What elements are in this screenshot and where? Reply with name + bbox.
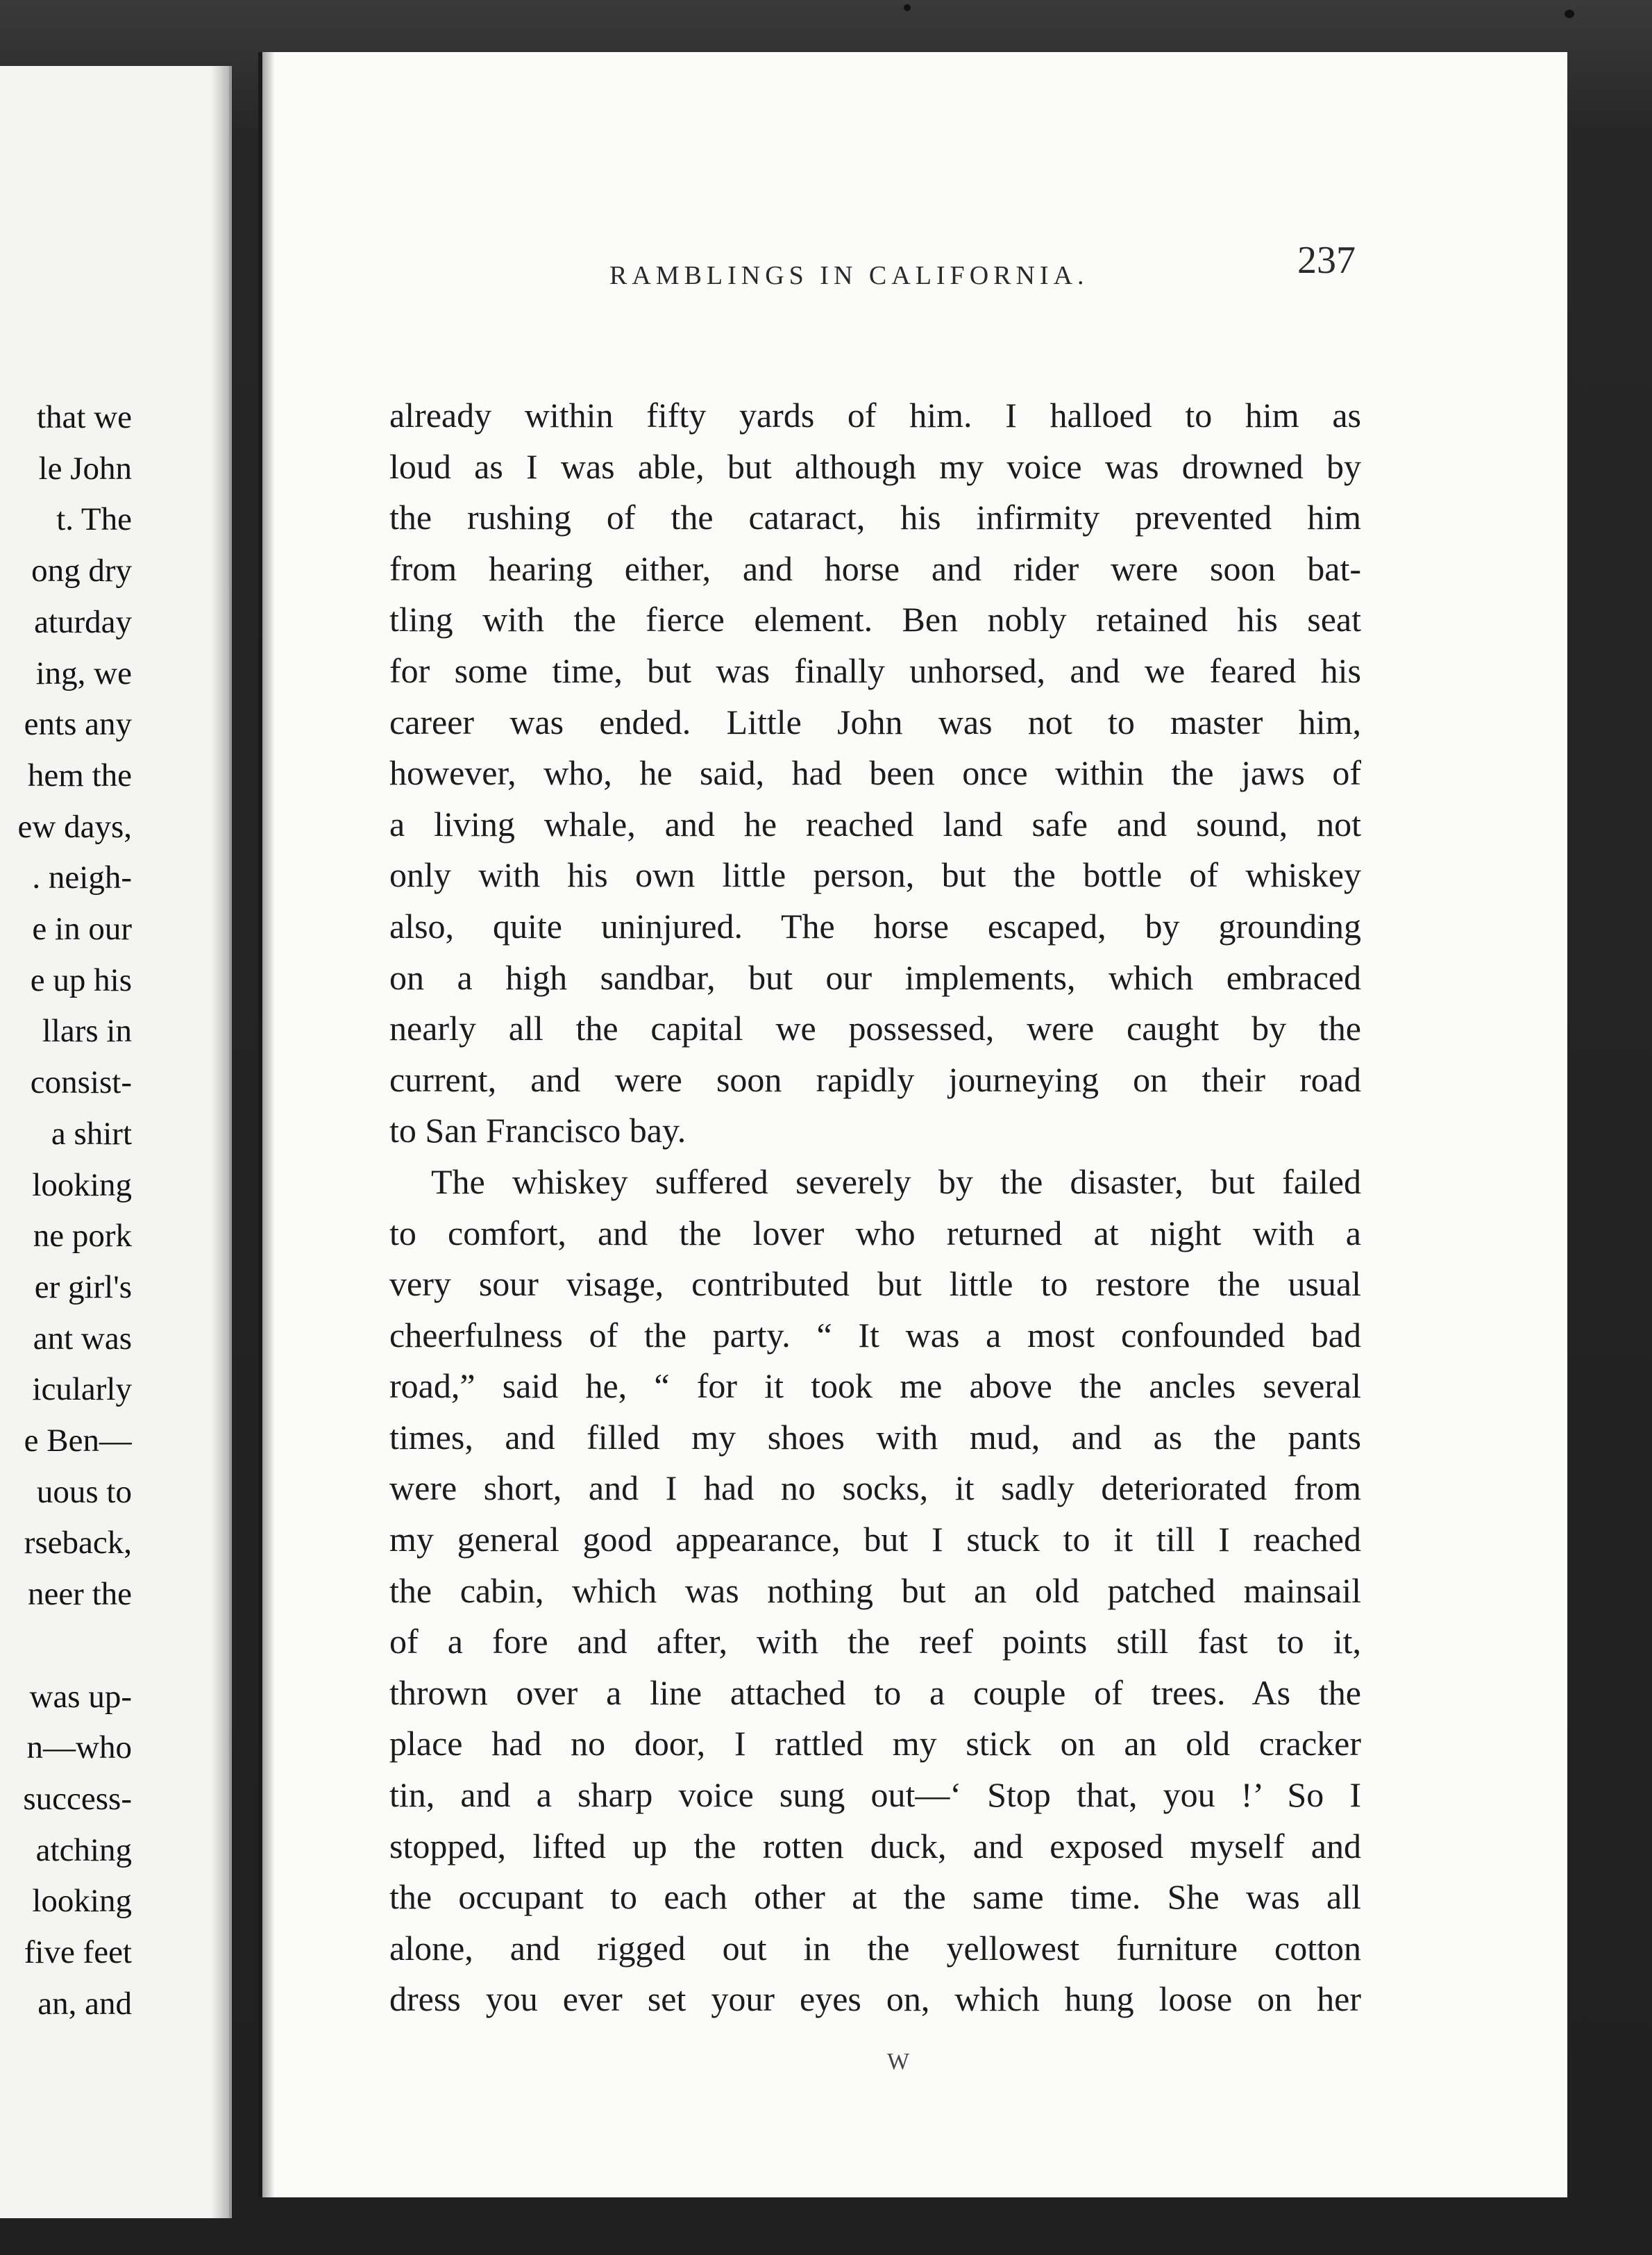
main-page	[262, 52, 1567, 2197]
body-line: only with his own little person, but the bottle of whiskey	[389, 855, 1361, 895]
body-line: The whiskey suffered severely by the disaster, but failed	[431, 1162, 1361, 1201]
body-line: times, and filled my shoes with mud, and as the pants	[389, 1417, 1361, 1457]
left-page-line: ew days,	[17, 808, 132, 845]
left-page-line: e up his	[30, 962, 132, 998]
left-page-line: ant was	[33, 1320, 132, 1357]
body-line: stopped, lifted up the rotten duck, and exposed myself and	[389, 1826, 1361, 1866]
left-page-line: er girl's	[34, 1268, 132, 1305]
body-line: place had no door, I rattled my stick on an old cracker	[389, 1724, 1361, 1763]
body-line: from hearing either, and horse and rider were soon bat-	[389, 548, 1361, 588]
left-page-line: t. The	[56, 501, 132, 538]
left-page-line: e Ben—	[24, 1423, 132, 1459]
left-page-line: an, and	[37, 1985, 132, 2022]
body-line: nearly all the capital we possessed, were caught by the	[389, 1009, 1361, 1048]
body-line: were short, and I had no socks, it sadly deteriorated from	[389, 1468, 1361, 1508]
body-line: to San Francisco bay.	[389, 1111, 686, 1150]
left-page-line: five feet	[24, 1934, 132, 1971]
body-line: my general good appearance, but I stuck to it till I reached	[389, 1520, 1361, 1559]
left-page-line: neer the	[27, 1576, 132, 1613]
signature-mark: W	[887, 2049, 910, 2074]
body-line: the cabin, which was nothing but an old patched mainsail	[389, 1570, 1361, 1610]
left-page-line: success-	[23, 1780, 132, 1817]
body-line: cheerfulness of the party. “ It was a most confounded bad	[389, 1315, 1361, 1355]
left-page-line: a shirt	[51, 1115, 132, 1152]
body-line: very sour visage, contributed but little to restore the usual	[389, 1264, 1361, 1304]
left-page-line: ing, we	[35, 655, 132, 691]
left-page-line: consist-	[30, 1064, 132, 1101]
body-line: tin, and a sharp voice sung out—‘ Stop that, you !’ So I	[389, 1775, 1361, 1815]
left-page-line: ne pork	[33, 1218, 132, 1255]
left-page-line: le John	[38, 450, 132, 487]
body-line: current, and were soon rapidly journeying on their road	[389, 1059, 1361, 1099]
body-line: on a high sandbar, but our implements, which embraced	[389, 957, 1361, 997]
left-page-text-clip	[0, 392, 132, 2059]
body-line: to comfort, and the lover who returned at night with a	[389, 1213, 1361, 1252]
body-line: the occupant to each other at the same time. She was all	[389, 1877, 1361, 1917]
left-page-line: ong dry	[31, 553, 132, 589]
left-page-line: rseback,	[24, 1525, 132, 1561]
left-page-line: e in our	[32, 911, 132, 948]
body-line: alone, and rigged out in the yellowest furniture cotton	[389, 1928, 1361, 1968]
page-edge-shadow	[262, 52, 275, 2197]
left-facing-page	[0, 66, 232, 2218]
body-line: for some time, but was finally unhorsed, and we feared his	[389, 651, 1361, 690]
left-page-line	[0, 1620, 132, 1672]
left-page-line: n—who	[26, 1729, 132, 1766]
left-page-line: looking	[32, 1883, 132, 1920]
left-page-line: aturday	[34, 603, 132, 640]
left-page-line: looking	[32, 1166, 132, 1203]
body-line: thrown over a line attached to a couple of trees. As the	[389, 1673, 1361, 1712]
scan-speck	[904, 4, 911, 11]
body-line: already within fifty yards of him. I halloed to him as	[389, 396, 1361, 435]
left-page-line: uous to	[36, 1473, 132, 1510]
body-line: career was ended. Little John was not to master him,	[389, 702, 1361, 741]
left-page-line: was up-	[29, 1678, 132, 1715]
left-page-line: hem the	[27, 757, 132, 794]
left-page-line: . neigh-	[32, 860, 132, 896]
left-page-line: that we	[36, 399, 132, 435]
body-line: road,” said he, “ for it took me above the ancles several	[389, 1366, 1361, 1406]
left-page-line: ents any	[24, 706, 132, 743]
left-page-line: llars in	[42, 1013, 132, 1050]
body-line: also, quite uninjured. The horse escaped, by grounding	[389, 906, 1361, 946]
body-line: loud as I was able, but although my voice was drowned by	[389, 446, 1361, 486]
body-line: however, who, he said, had been once within the jaws of	[389, 753, 1361, 793]
gutter-shadow	[211, 66, 229, 2218]
body-line: dress you ever set your eyes on, which hung loose on her	[389, 1979, 1361, 2019]
left-page-text	[0, 392, 132, 2029]
body-line: tling with the fierce element. Ben nobly retained his seat	[389, 600, 1361, 639]
body-line: of a fore and after, with the reef points still fast to it,	[389, 1622, 1361, 1661]
body-line: a living whale, and he reached land safe and sound, not	[389, 804, 1361, 844]
body-line: the rushing of the cataract, his infirmity prevented him	[389, 498, 1361, 537]
page-number: 237	[1297, 239, 1356, 282]
running-head: RAMBLINGS IN CALIFORNIA.	[609, 261, 1089, 290]
body-text	[389, 390, 1361, 2025]
scan-speck	[1565, 10, 1574, 18]
left-page-line: icularly	[32, 1371, 132, 1408]
left-page-line: atching	[35, 1831, 132, 1868]
